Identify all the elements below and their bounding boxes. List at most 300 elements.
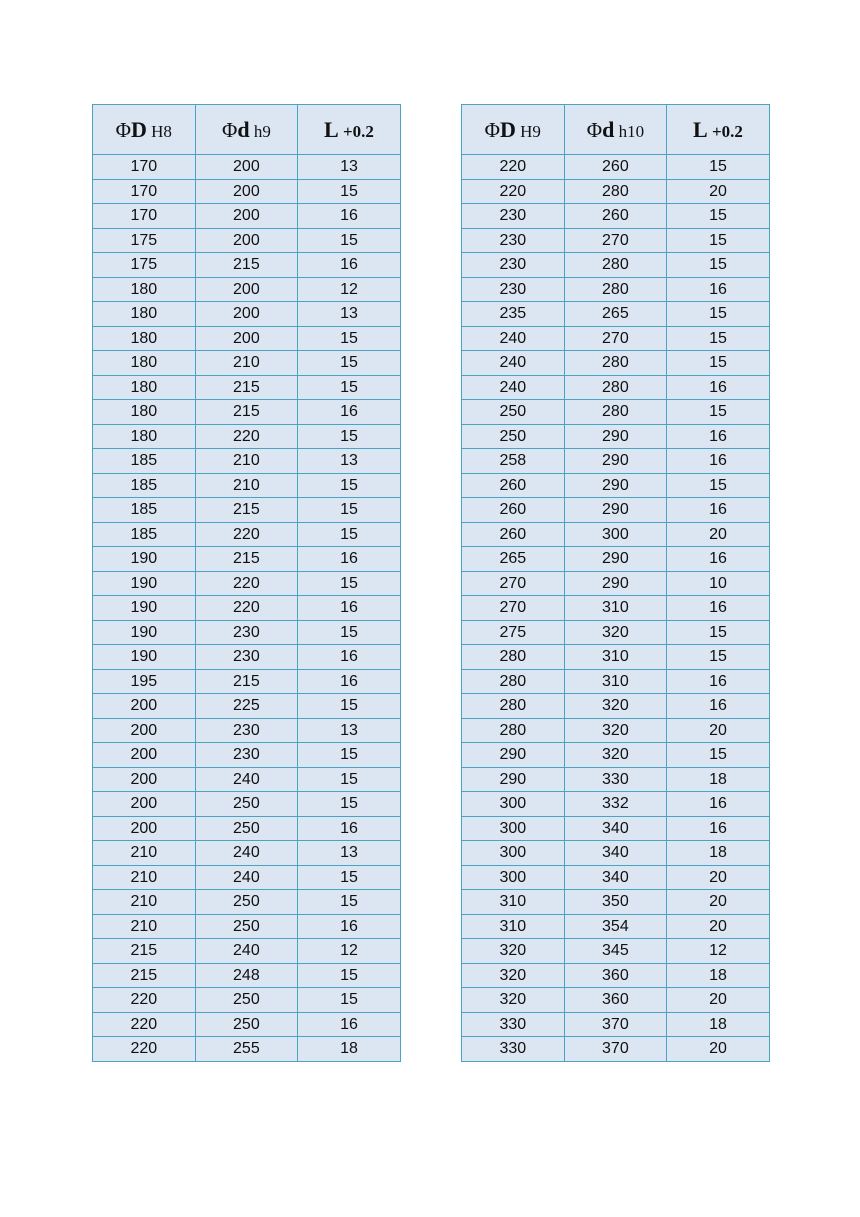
- table-row: [462, 890, 770, 915]
- cell-outer-diameter: 320: [462, 963, 565, 988]
- cell-outer-diameter: 190: [93, 571, 196, 596]
- cell-inner-diameter: 215: [195, 547, 298, 572]
- cell-outer-diameter: 185: [93, 473, 196, 498]
- table-row: [93, 277, 401, 302]
- cell-inner-diameter: 370: [564, 1037, 667, 1062]
- cell-inner-diameter: 210: [195, 351, 298, 376]
- cell-length: 15: [298, 326, 401, 351]
- header-main: d: [237, 116, 250, 142]
- cell-inner-diameter: 260: [564, 204, 667, 229]
- table-row: [462, 449, 770, 474]
- cell-inner-diameter: 240: [195, 939, 298, 964]
- cell-length: 15: [298, 767, 401, 792]
- table-row: [93, 645, 401, 670]
- header-length: [667, 105, 770, 155]
- cell-outer-diameter: 300: [462, 841, 565, 866]
- cell-length: 20: [667, 522, 770, 547]
- cell-inner-diameter: 240: [195, 841, 298, 866]
- table-row: [462, 498, 770, 523]
- header-suffix: h9: [249, 121, 271, 141]
- cell-inner-diameter: 250: [195, 816, 298, 841]
- cell-inner-diameter: 200: [195, 277, 298, 302]
- table-row: [462, 620, 770, 645]
- cell-outer-diameter: 200: [93, 792, 196, 817]
- cell-length: 15: [667, 620, 770, 645]
- table-row: [462, 743, 770, 768]
- table-row: [462, 841, 770, 866]
- table-row: [462, 939, 770, 964]
- cell-length: 15: [298, 179, 401, 204]
- cell-length: 10: [667, 571, 770, 596]
- cell-length: 15: [667, 645, 770, 670]
- table-row: [462, 816, 770, 841]
- table-row: [462, 473, 770, 498]
- table-row: [462, 767, 770, 792]
- cell-inner-diameter: 290: [564, 571, 667, 596]
- table-row: [93, 400, 401, 425]
- table-row: [462, 988, 770, 1013]
- table-row: [93, 571, 401, 596]
- cell-length: 15: [667, 351, 770, 376]
- cell-inner-diameter: 300: [564, 522, 667, 547]
- cell-inner-diameter: 320: [564, 743, 667, 768]
- table-row: [462, 522, 770, 547]
- cell-inner-diameter: 215: [195, 253, 298, 278]
- cell-length: 16: [667, 375, 770, 400]
- cell-outer-diameter: 215: [93, 939, 196, 964]
- header-length: [298, 105, 401, 155]
- cell-inner-diameter: 340: [564, 816, 667, 841]
- cell-length: 15: [298, 228, 401, 253]
- table-row: [93, 522, 401, 547]
- cell-outer-diameter: 280: [462, 718, 565, 743]
- cell-outer-diameter: 265: [462, 547, 565, 572]
- cell-outer-diameter: 210: [93, 841, 196, 866]
- cell-length: 15: [298, 865, 401, 890]
- cell-outer-diameter: 170: [93, 204, 196, 229]
- cell-length: 15: [667, 326, 770, 351]
- cell-length: 13: [298, 718, 401, 743]
- cell-outer-diameter: 185: [93, 498, 196, 523]
- cell-outer-diameter: 300: [462, 792, 565, 817]
- cell-outer-diameter: 220: [93, 1012, 196, 1037]
- table-row: [93, 326, 401, 351]
- cell-length: 15: [298, 375, 401, 400]
- header-main: L: [324, 116, 339, 142]
- header-outer-diameter: [462, 105, 565, 155]
- cell-inner-diameter: 340: [564, 841, 667, 866]
- cell-outer-diameter: 280: [462, 694, 565, 719]
- table-row: [93, 1012, 401, 1037]
- header-suffix: +0.2: [338, 121, 374, 141]
- header-main: d: [602, 116, 615, 142]
- cell-inner-diameter: 320: [564, 694, 667, 719]
- cell-length: 16: [298, 669, 401, 694]
- cell-outer-diameter: 180: [93, 424, 196, 449]
- table-row: [93, 424, 401, 449]
- cell-length: 15: [667, 473, 770, 498]
- cell-outer-diameter: 185: [93, 449, 196, 474]
- cell-outer-diameter: 200: [93, 718, 196, 743]
- cell-outer-diameter: 180: [93, 351, 196, 376]
- cell-inner-diameter: 332: [564, 792, 667, 817]
- table-row: [93, 228, 401, 253]
- cell-length: 13: [298, 302, 401, 327]
- cell-inner-diameter: 255: [195, 1037, 298, 1062]
- cell-outer-diameter: 310: [462, 890, 565, 915]
- table-row: [93, 498, 401, 523]
- cell-length: 16: [298, 204, 401, 229]
- dimensions-table-right: [461, 104, 770, 1062]
- cell-inner-diameter: 270: [564, 228, 667, 253]
- cell-outer-diameter: 300: [462, 816, 565, 841]
- table-row: [93, 841, 401, 866]
- table-row: [462, 424, 770, 449]
- table-row: [93, 449, 401, 474]
- cell-outer-diameter: 220: [93, 988, 196, 1013]
- cell-inner-diameter: 350: [564, 890, 667, 915]
- table-row: [462, 914, 770, 939]
- cell-outer-diameter: 190: [93, 645, 196, 670]
- cell-length: 15: [667, 743, 770, 768]
- cell-outer-diameter: 180: [93, 277, 196, 302]
- cell-inner-diameter: 290: [564, 424, 667, 449]
- cell-length: 15: [667, 253, 770, 278]
- cell-outer-diameter: 170: [93, 179, 196, 204]
- cell-inner-diameter: 370: [564, 1012, 667, 1037]
- cell-length: 16: [298, 253, 401, 278]
- cell-inner-diameter: 330: [564, 767, 667, 792]
- table-row: [462, 253, 770, 278]
- cell-length: 15: [298, 988, 401, 1013]
- cell-length: 16: [667, 816, 770, 841]
- cell-inner-diameter: 310: [564, 669, 667, 694]
- cell-length: 16: [298, 400, 401, 425]
- cell-outer-diameter: 200: [93, 743, 196, 768]
- cell-length: 15: [298, 792, 401, 817]
- table-row: [462, 596, 770, 621]
- cell-inner-diameter: 310: [564, 596, 667, 621]
- cell-inner-diameter: 220: [195, 522, 298, 547]
- cell-length: 20: [667, 718, 770, 743]
- cell-inner-diameter: 340: [564, 865, 667, 890]
- header-row: [93, 105, 401, 155]
- cell-length: 13: [298, 841, 401, 866]
- cell-length: 18: [667, 963, 770, 988]
- cell-inner-diameter: 270: [564, 326, 667, 351]
- table-row: [93, 718, 401, 743]
- table-row: [93, 939, 401, 964]
- cell-inner-diameter: 280: [564, 400, 667, 425]
- header-outer-diameter: [93, 105, 196, 155]
- cell-inner-diameter: 250: [195, 914, 298, 939]
- cell-length: 15: [298, 890, 401, 915]
- cell-outer-diameter: 280: [462, 669, 565, 694]
- cell-length: 15: [667, 204, 770, 229]
- cell-length: 16: [298, 816, 401, 841]
- cell-outer-diameter: 190: [93, 596, 196, 621]
- cell-inner-diameter: 200: [195, 155, 298, 180]
- table-row: [462, 571, 770, 596]
- cell-inner-diameter: 250: [195, 792, 298, 817]
- cell-inner-diameter: 360: [564, 963, 667, 988]
- cell-inner-diameter: 280: [564, 375, 667, 400]
- cell-inner-diameter: 320: [564, 620, 667, 645]
- cell-outer-diameter: 200: [93, 767, 196, 792]
- cell-outer-diameter: 200: [93, 816, 196, 841]
- header-suffix: H9: [515, 121, 541, 141]
- cell-outer-diameter: 180: [93, 326, 196, 351]
- cell-outer-diameter: 180: [93, 302, 196, 327]
- table-row: [93, 547, 401, 572]
- table-row: [93, 253, 401, 278]
- cell-outer-diameter: 240: [462, 375, 565, 400]
- cell-length: 18: [667, 767, 770, 792]
- cell-length: 16: [298, 645, 401, 670]
- table-row: [93, 620, 401, 645]
- header-symbol: Φ: [484, 117, 501, 142]
- table-row: [93, 155, 401, 180]
- cell-inner-diameter: 220: [195, 571, 298, 596]
- cell-length: 15: [298, 424, 401, 449]
- cell-inner-diameter: 280: [564, 351, 667, 376]
- cell-inner-diameter: 230: [195, 645, 298, 670]
- cell-inner-diameter: 220: [195, 596, 298, 621]
- table-row: [462, 669, 770, 694]
- table-row: [462, 792, 770, 817]
- cell-outer-diameter: 240: [462, 326, 565, 351]
- cell-inner-diameter: 310: [564, 645, 667, 670]
- cell-outer-diameter: 185: [93, 522, 196, 547]
- cell-outer-diameter: 175: [93, 228, 196, 253]
- cell-outer-diameter: 260: [462, 473, 565, 498]
- cell-inner-diameter: 210: [195, 449, 298, 474]
- dimensions-table-left: [92, 104, 401, 1062]
- cell-length: 12: [298, 277, 401, 302]
- table-row: [462, 718, 770, 743]
- cell-outer-diameter: 258: [462, 449, 565, 474]
- header-inner-diameter: [195, 105, 298, 155]
- table-row: [462, 179, 770, 204]
- cell-length: 16: [298, 596, 401, 621]
- cell-length: 13: [298, 155, 401, 180]
- table-row: [93, 179, 401, 204]
- cell-inner-diameter: 230: [195, 620, 298, 645]
- cell-length: 15: [298, 620, 401, 645]
- cell-outer-diameter: 180: [93, 375, 196, 400]
- cell-outer-diameter: 175: [93, 253, 196, 278]
- cell-length: 15: [298, 571, 401, 596]
- table-row: [462, 1012, 770, 1037]
- cell-outer-diameter: 240: [462, 351, 565, 376]
- cell-length: 15: [667, 228, 770, 253]
- table-row: [462, 1037, 770, 1062]
- cell-inner-diameter: 250: [195, 890, 298, 915]
- cell-outer-diameter: 170: [93, 155, 196, 180]
- cell-outer-diameter: 330: [462, 1012, 565, 1037]
- cell-length: 16: [667, 596, 770, 621]
- table-row: [93, 792, 401, 817]
- table-row: [93, 988, 401, 1013]
- cell-inner-diameter: 354: [564, 914, 667, 939]
- header-suffix: h10: [614, 121, 645, 141]
- cell-outer-diameter: 220: [93, 1037, 196, 1062]
- cell-inner-diameter: 260: [564, 155, 667, 180]
- table-row: [93, 596, 401, 621]
- cell-inner-diameter: 250: [195, 988, 298, 1013]
- header-suffix: +0.2: [707, 121, 743, 141]
- cell-inner-diameter: 225: [195, 694, 298, 719]
- cell-inner-diameter: 280: [564, 277, 667, 302]
- cell-inner-diameter: 290: [564, 498, 667, 523]
- cell-inner-diameter: 248: [195, 963, 298, 988]
- table-row: [93, 743, 401, 768]
- cell-outer-diameter: 290: [462, 767, 565, 792]
- cell-inner-diameter: 200: [195, 179, 298, 204]
- header-main: D: [131, 116, 147, 142]
- cell-inner-diameter: 320: [564, 718, 667, 743]
- table-row: [93, 204, 401, 229]
- table-row: [93, 816, 401, 841]
- cell-length: 12: [667, 939, 770, 964]
- table-row: [462, 326, 770, 351]
- cell-outer-diameter: 250: [462, 424, 565, 449]
- header-symbol: Φ: [586, 117, 603, 142]
- cell-length: 16: [298, 914, 401, 939]
- cell-outer-diameter: 220: [462, 155, 565, 180]
- cell-outer-diameter: 320: [462, 939, 565, 964]
- cell-inner-diameter: 200: [195, 326, 298, 351]
- cell-inner-diameter: 265: [564, 302, 667, 327]
- table-row: [462, 155, 770, 180]
- cell-length: 16: [298, 1012, 401, 1037]
- table-row: [462, 302, 770, 327]
- cell-outer-diameter: 220: [462, 179, 565, 204]
- cell-length: 16: [298, 547, 401, 572]
- cell-inner-diameter: 215: [195, 498, 298, 523]
- cell-length: 16: [667, 449, 770, 474]
- cell-outer-diameter: 250: [462, 400, 565, 425]
- cell-outer-diameter: 260: [462, 498, 565, 523]
- table-row: [462, 375, 770, 400]
- cell-outer-diameter: 200: [93, 694, 196, 719]
- cell-outer-diameter: 290: [462, 743, 565, 768]
- header-row: [462, 105, 770, 155]
- cell-inner-diameter: 230: [195, 718, 298, 743]
- table-row: [93, 375, 401, 400]
- cell-length: 20: [667, 988, 770, 1013]
- cell-length: 15: [298, 743, 401, 768]
- cell-outer-diameter: 270: [462, 596, 565, 621]
- cell-outer-diameter: 320: [462, 988, 565, 1013]
- cell-inner-diameter: 280: [564, 179, 667, 204]
- cell-inner-diameter: 240: [195, 865, 298, 890]
- cell-inner-diameter: 240: [195, 767, 298, 792]
- cell-length: 20: [667, 890, 770, 915]
- cell-outer-diameter: 270: [462, 571, 565, 596]
- table-row: [462, 228, 770, 253]
- cell-outer-diameter: 180: [93, 400, 196, 425]
- cell-length: 18: [667, 841, 770, 866]
- cell-outer-diameter: 190: [93, 620, 196, 645]
- table-row: [93, 694, 401, 719]
- cell-inner-diameter: 215: [195, 375, 298, 400]
- cell-length: 15: [298, 498, 401, 523]
- cell-length: 20: [667, 914, 770, 939]
- cell-inner-diameter: 220: [195, 424, 298, 449]
- cell-inner-diameter: 290: [564, 547, 667, 572]
- cell-length: 16: [667, 498, 770, 523]
- cell-length: 15: [667, 302, 770, 327]
- cell-outer-diameter: 215: [93, 963, 196, 988]
- table-row: [462, 204, 770, 229]
- cell-inner-diameter: 200: [195, 302, 298, 327]
- cell-length: 15: [667, 400, 770, 425]
- table-row: [462, 400, 770, 425]
- cell-length: 16: [667, 669, 770, 694]
- cell-outer-diameter: 260: [462, 522, 565, 547]
- cell-length: 12: [298, 939, 401, 964]
- cell-inner-diameter: 210: [195, 473, 298, 498]
- cell-outer-diameter: 210: [93, 890, 196, 915]
- cell-outer-diameter: 195: [93, 669, 196, 694]
- table-row: [462, 547, 770, 572]
- cell-length: 20: [667, 865, 770, 890]
- cell-length: 15: [298, 963, 401, 988]
- cell-length: 15: [298, 351, 401, 376]
- cell-inner-diameter: 345: [564, 939, 667, 964]
- cell-length: 15: [298, 694, 401, 719]
- cell-length: 15: [298, 473, 401, 498]
- cell-outer-diameter: 280: [462, 645, 565, 670]
- cell-length: 16: [667, 792, 770, 817]
- header-main: D: [500, 116, 516, 142]
- cell-inner-diameter: 250: [195, 1012, 298, 1037]
- header-main: L: [693, 116, 708, 142]
- cell-inner-diameter: 200: [195, 228, 298, 253]
- cell-outer-diameter: 230: [462, 253, 565, 278]
- cell-outer-diameter: 310: [462, 914, 565, 939]
- table-row: [93, 473, 401, 498]
- cell-inner-diameter: 360: [564, 988, 667, 1013]
- table-row: [462, 694, 770, 719]
- cell-length: 16: [667, 424, 770, 449]
- table-row: [93, 890, 401, 915]
- cell-length: 16: [667, 547, 770, 572]
- cell-outer-diameter: 230: [462, 204, 565, 229]
- table-row: [93, 963, 401, 988]
- cell-inner-diameter: 200: [195, 204, 298, 229]
- table-row: [462, 865, 770, 890]
- cell-inner-diameter: 215: [195, 669, 298, 694]
- cell-length: 15: [298, 522, 401, 547]
- cell-outer-diameter: 330: [462, 1037, 565, 1062]
- cell-outer-diameter: 235: [462, 302, 565, 327]
- header-symbol: Φ: [221, 117, 238, 142]
- cell-length: 13: [298, 449, 401, 474]
- cell-length: 16: [667, 694, 770, 719]
- cell-length: 20: [667, 179, 770, 204]
- table-row: [462, 351, 770, 376]
- table-row: [93, 1037, 401, 1062]
- table-row: [93, 351, 401, 376]
- cell-outer-diameter: 275: [462, 620, 565, 645]
- header-suffix: H8: [146, 121, 172, 141]
- cell-length: 18: [667, 1012, 770, 1037]
- cell-length: 18: [298, 1037, 401, 1062]
- cell-inner-diameter: 280: [564, 253, 667, 278]
- cell-outer-diameter: 230: [462, 228, 565, 253]
